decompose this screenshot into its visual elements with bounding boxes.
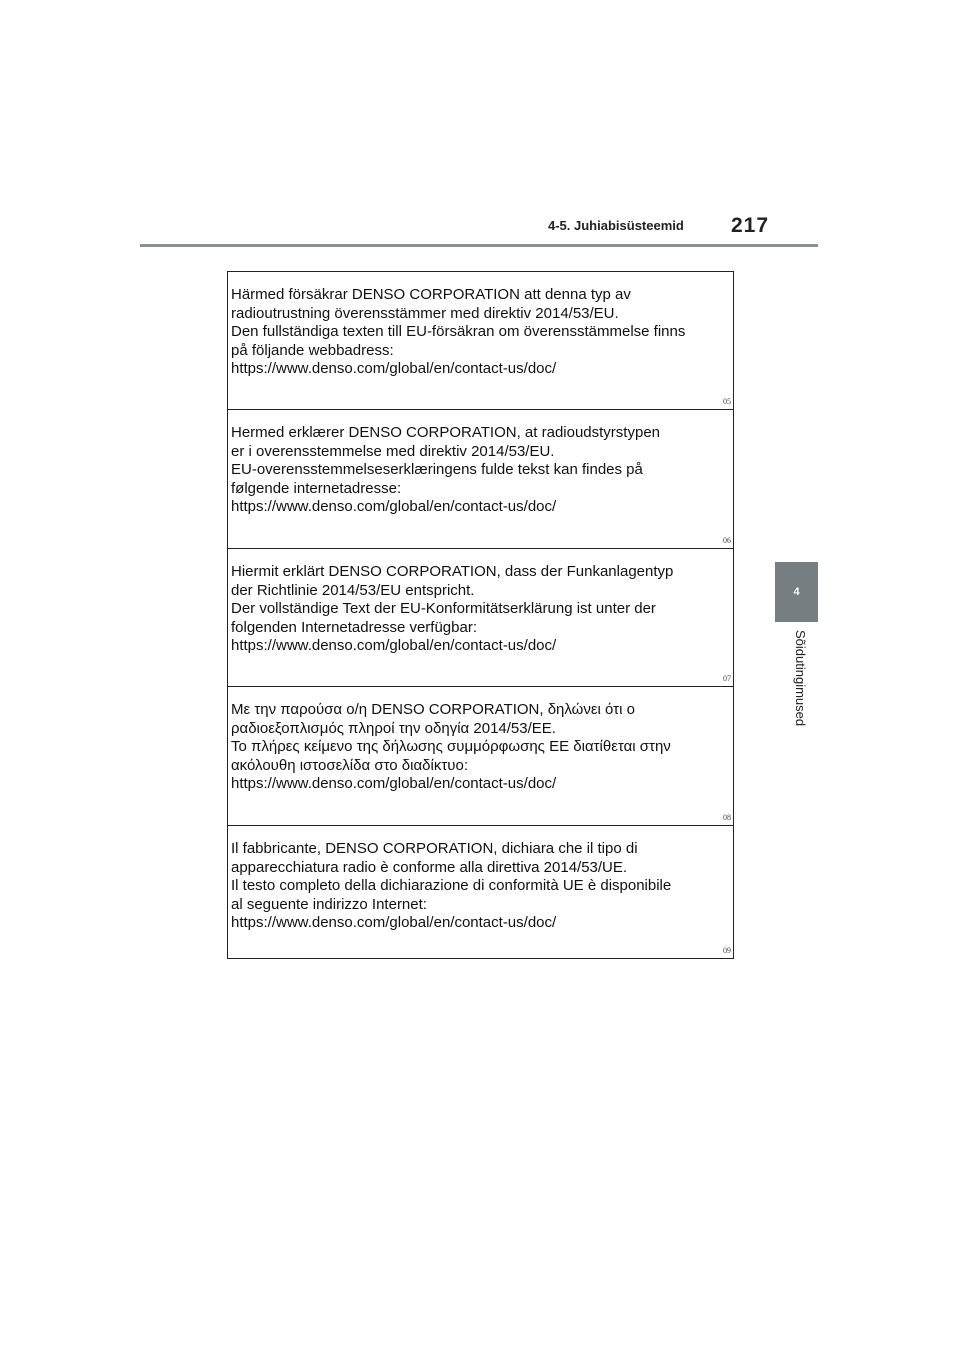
declaration-line: ακόλουθη ιστοσελίδα στο διαδίκτυο: (231, 756, 468, 774)
declaration-box (227, 271, 734, 959)
header-divider (140, 244, 818, 247)
declaration-url: https://www.denso.com/global/en/contact-us/doc/ (231, 914, 557, 932)
block-code: 06 (723, 536, 731, 545)
declaration-line: al seguente indirizzo Internet: (231, 895, 427, 913)
declaration-block-german (228, 549, 733, 687)
declaration-line: Il fabbricante, DENSO CORPORATION, dichiara che il tipo di (231, 840, 638, 857)
declaration-line: der Richtlinie 2014/53/EU entspricht. (231, 581, 475, 599)
declaration-url: https://www.denso.com/global/en/contact-us/doc/ (231, 498, 557, 516)
block-code: 07 (723, 674, 731, 683)
declaration-line: Der vollständige Text der EU-Konformitätserklärung ist unter der (231, 600, 656, 618)
declaration-text (231, 840, 725, 933)
declaration-line: Το πλήρες κείμενο της δήλωσης συμμόρφωσης ΕΕ διατίθεται στην (231, 738, 671, 756)
declaration-line: Härmed försäkrar DENSO CORPORATION att denna typ av (231, 286, 631, 303)
declaration-block-italian (228, 826, 733, 958)
declaration-line: Il testo completo della dichiarazione di conformità UE è disponibile (231, 877, 672, 895)
declaration-line: Με την παρούσα ο/η DENSO CORPORATION, δηλώνει ότι ο (231, 701, 635, 718)
declaration-text (231, 286, 725, 379)
declaration-line: radioutrustning överensstämmer med direktiv 2014/53/EU. (231, 304, 619, 322)
chapter-tab (775, 562, 818, 622)
declaration-block-greek (228, 687, 733, 826)
declaration-text (231, 701, 725, 794)
declaration-line: EU-overensstemmelseserklæringens fulde tekst kan findes på (231, 461, 643, 479)
declaration-line: er i overensstemmelse med direktiv 2014/53/EU. (231, 442, 555, 460)
declaration-line: Hermed erklærer DENSO CORPORATION, at radioudstyrstypen (231, 424, 661, 441)
declaration-block-swedish (228, 272, 733, 410)
block-code: 05 (723, 397, 731, 406)
declaration-url: https://www.denso.com/global/en/contact-us/doc/ (231, 360, 557, 378)
declaration-text (231, 424, 725, 517)
declaration-line: på följande webbadress: (231, 341, 394, 359)
block-code: 08 (723, 813, 731, 822)
block-code: 09 (723, 946, 731, 955)
declaration-line: Hiermit erklärt DENSO CORPORATION, dass der Funkanlagentyp (231, 563, 674, 580)
declaration-line: følgende internetadresse: (231, 479, 402, 497)
declaration-line: Den fullständiga texten till EU-försäkran om överensstämmelse finns (231, 323, 686, 341)
section-title: 4-5. Juhiabisüsteemid (548, 218, 684, 233)
chapter-label: Sõidutingimused (793, 630, 808, 727)
declaration-line: ραδιοεξοπλισμός πληροί την οδηγία 2014/53/ΕΕ. (231, 719, 556, 737)
declaration-line: apparecchiatura radio è conforme alla direttiva 2014/53/UE. (231, 858, 628, 876)
chapter-number: 4 (793, 586, 800, 598)
declaration-url: https://www.denso.com/global/en/contact-us/doc/ (231, 775, 557, 793)
declaration-line: folgenden Internetadresse verfügbar: (231, 618, 477, 636)
declaration-block-danish (228, 410, 733, 549)
page-number: 217 (731, 214, 770, 237)
declaration-url: https://www.denso.com/global/en/contact-us/doc/ (231, 637, 557, 655)
declaration-text (231, 563, 725, 656)
